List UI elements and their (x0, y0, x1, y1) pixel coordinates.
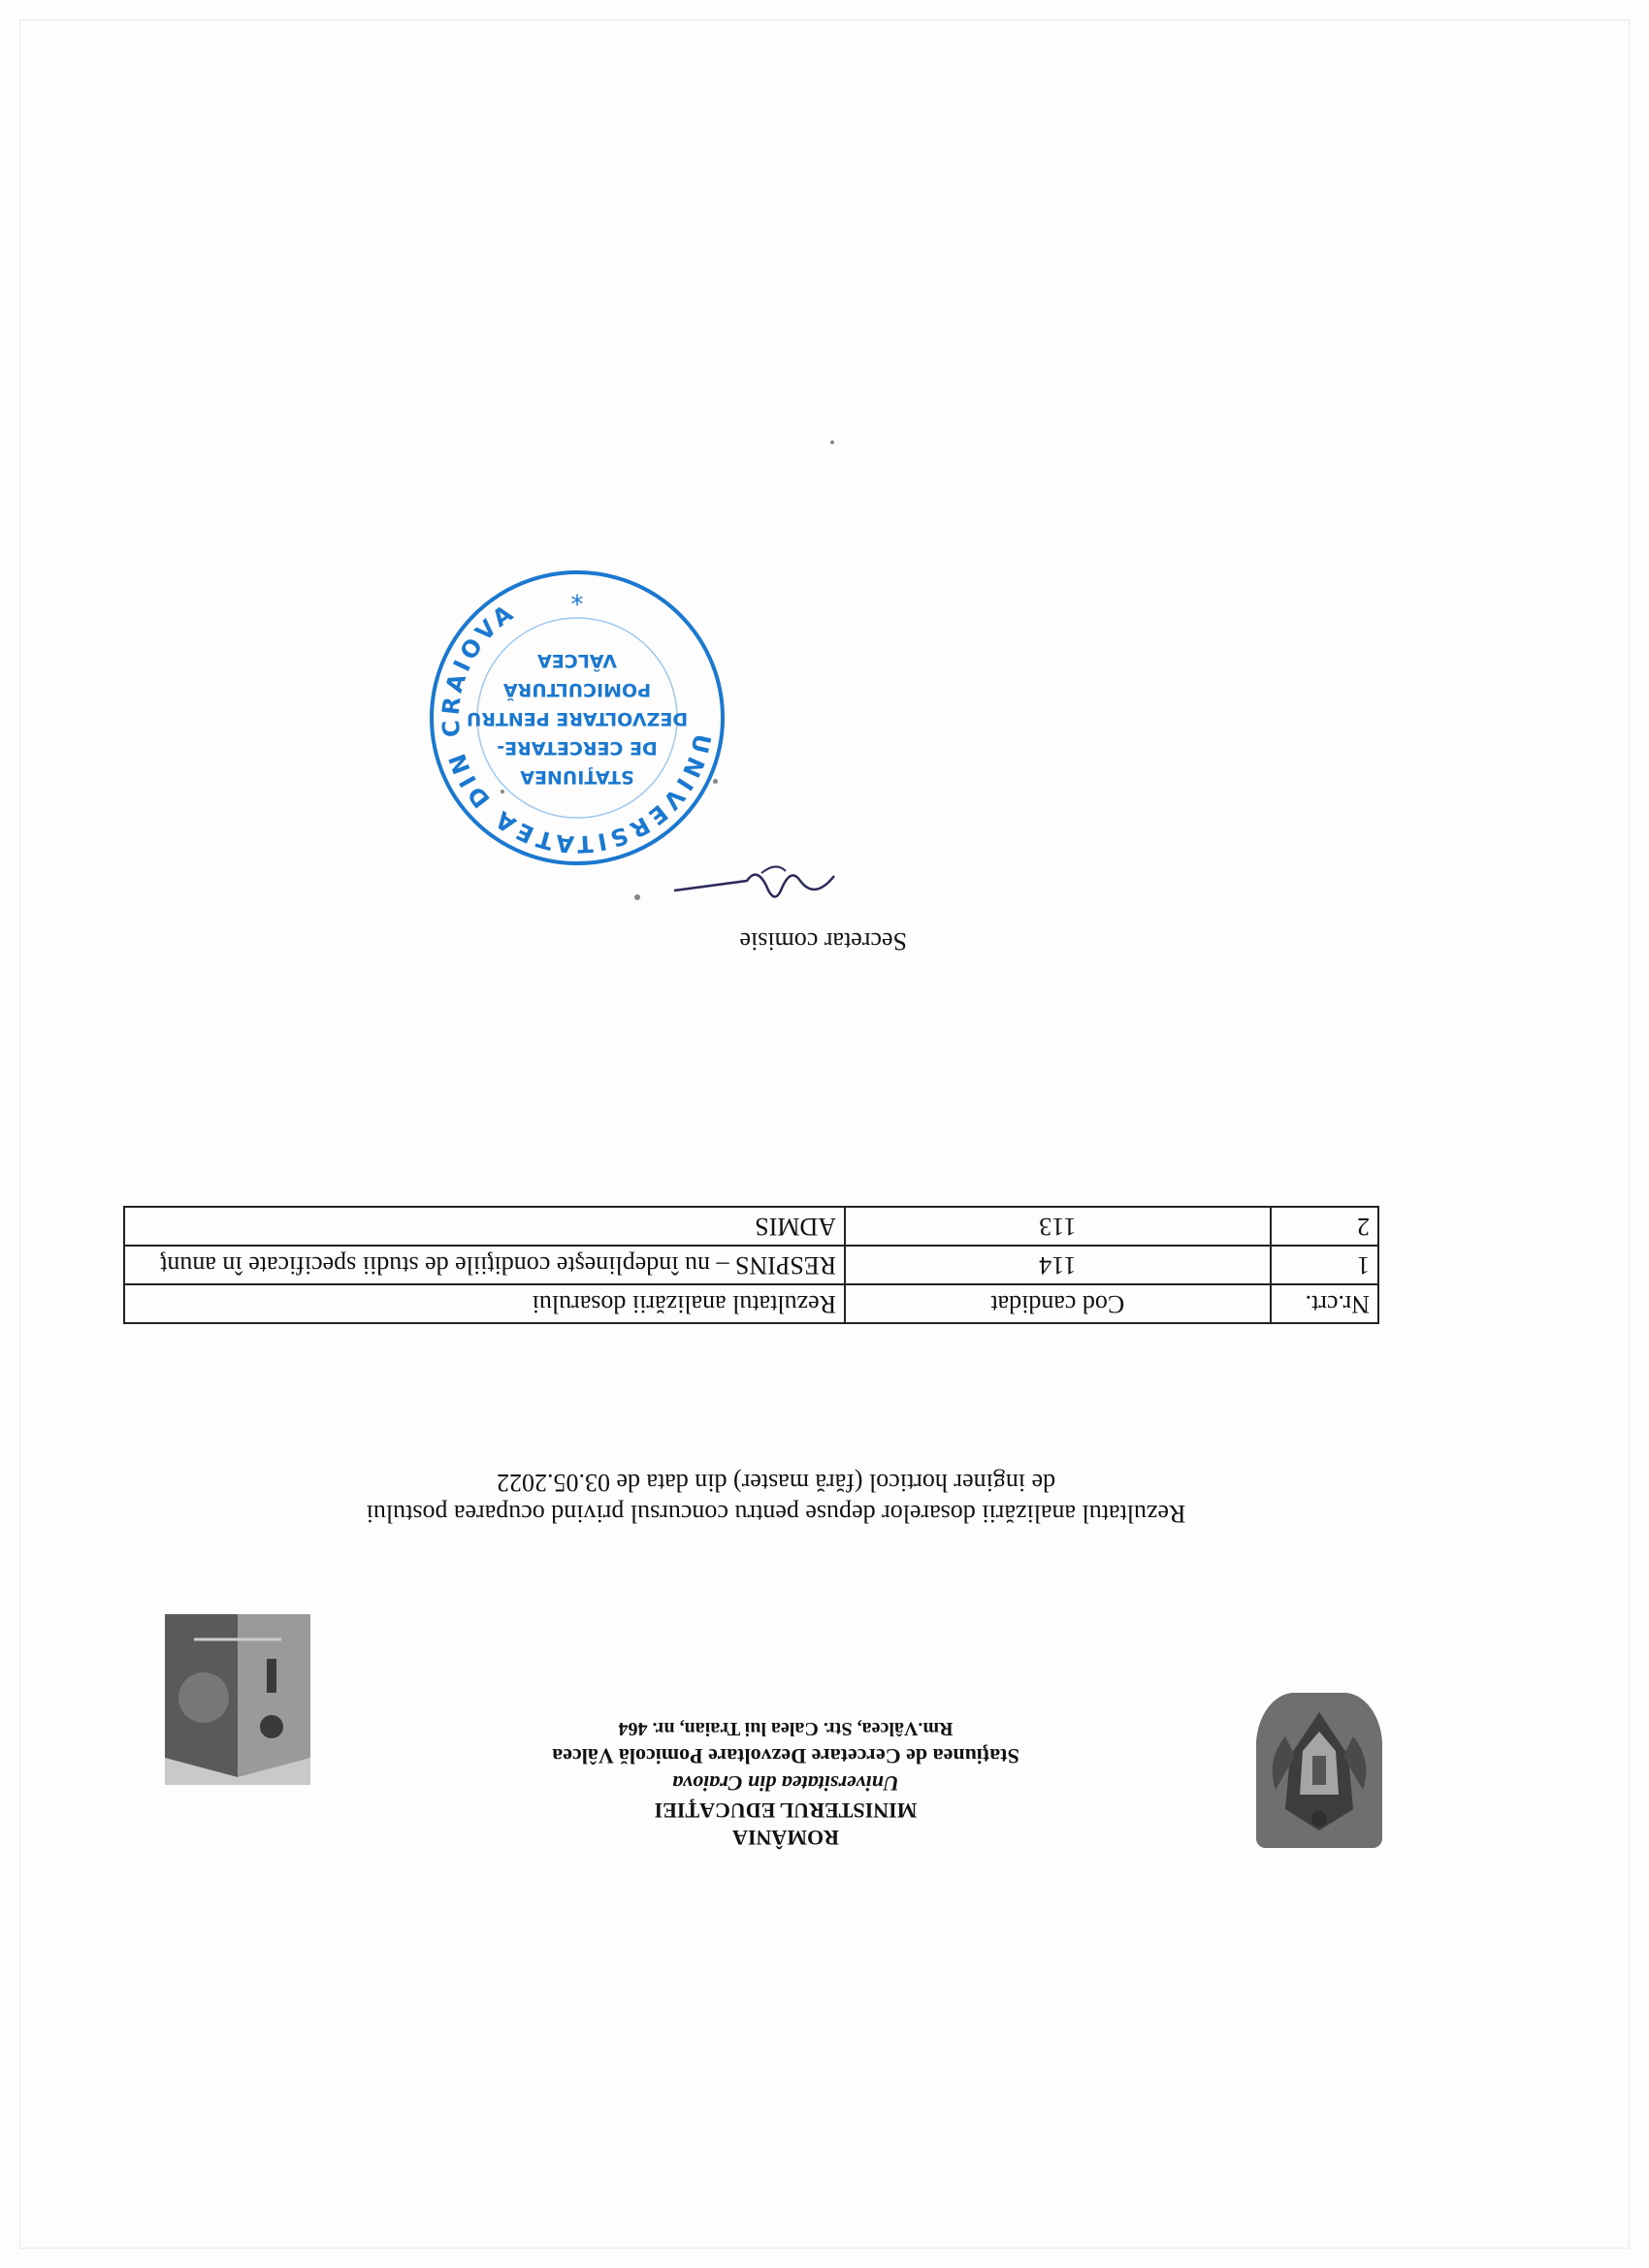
header-rezultat: Rezultatul analizării dosarului (124, 1284, 845, 1323)
page-border (19, 19, 1630, 2249)
secretary-label: Secretar comisie (739, 927, 907, 956)
table-row (124, 1207, 1378, 1246)
coat-of-arms-emblem (1256, 1693, 1382, 1848)
official-stamp (427, 567, 728, 868)
table-header-row (124, 1284, 1378, 1323)
results-table (123, 1206, 1379, 1324)
row-cod: 114 (845, 1246, 1271, 1284)
stamp-line: VÂLCEA (537, 650, 617, 671)
header-cod: Cod candidat (845, 1284, 1271, 1323)
stamp-ring-text: UNIVERSITATEA DIN CRAIOVA (436, 598, 717, 859)
stamp-line: STAŢIUNEA (520, 766, 634, 788)
stamp-line: DEZVOLTARE PENTRU (466, 708, 689, 729)
university-name: Universitatea din Craiova (672, 1771, 899, 1796)
table-row (124, 1246, 1378, 1284)
row-nr: 2 (1271, 1207, 1378, 1246)
scan-speck (830, 440, 834, 444)
station-logo (165, 1614, 310, 1785)
stamp-line: DE CERCETARE- (497, 737, 658, 759)
document-title (286, 1467, 1266, 1529)
title-line-1: Rezultatul analizării dosarelor depuse pentru concursul privind ocuparea postului (366, 1500, 1186, 1528)
station-address: Rm.Vâlcea, Str. Calea lui Traian, nr. 464 (618, 1718, 954, 1739)
header-nr: Nr.crt. (1271, 1284, 1378, 1323)
row-nr: 1 (1271, 1246, 1378, 1284)
row-rezultat: RESPINS – nu îndeplineşte condiţiile de studii specificate în anunţ (124, 1246, 845, 1284)
row-cod: 113 (845, 1207, 1271, 1246)
title-line-2: de inginer horticol (fără master) din data de 03.05.2022 (496, 1469, 1056, 1497)
stamp-line: POMICULTURĂ (502, 679, 652, 700)
institution-header (359, 1715, 1212, 1851)
country-name: ROMÂNIA (732, 1826, 839, 1850)
scan-speck (634, 894, 640, 900)
stamp-star: * (570, 580, 584, 609)
scan-speck (713, 779, 718, 784)
scan-speck (501, 790, 504, 794)
row-rezultat: ADMIS (124, 1207, 845, 1246)
ministry-name: MINISTERUL EDUCAŢIEI (654, 1798, 918, 1823)
station-name: Staţiunea de Cercetare Dezvoltare Pomicolă Vâlcea (552, 1744, 1019, 1768)
